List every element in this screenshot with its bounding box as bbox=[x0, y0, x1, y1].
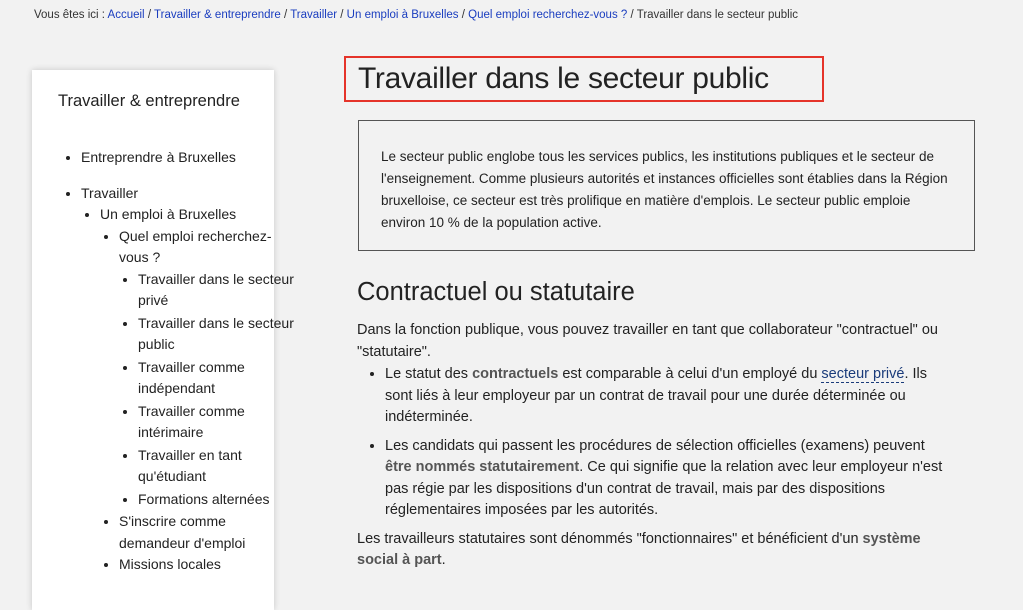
sidebar-item-formations[interactable] bbox=[138, 489, 296, 511]
sidebar-sublist bbox=[81, 204, 296, 576]
sidebar-sublist bbox=[100, 226, 296, 576]
breadcrumb-link-travailler-entreprendre[interactable]: Travailler & entreprendre bbox=[154, 9, 281, 21]
article-body bbox=[357, 320, 947, 572]
sidebar-item-label[interactable]: Travailler dans le secteur public bbox=[138, 314, 294, 352]
list-item-contractuel bbox=[385, 364, 947, 429]
text-fragment: . bbox=[441, 552, 446, 568]
sidebar-item-label[interactable]: Entreprendre à Bruxelles bbox=[81, 149, 236, 165]
sidebar-item-label[interactable]: Quel emploi recherchez-vous ? bbox=[119, 227, 272, 265]
text-fragment: Les candidats qui passent les procédures de sélection officielles (examens) peuvent bbox=[385, 437, 925, 454]
intro-box bbox=[358, 120, 975, 251]
text-fragment: . Ce qui signifie que la relation avec leur employeur n'est pas régie par les dispositions d'un contrat de travail, mais par des dispositions réglementaires imposées par les autorités. bbox=[385, 459, 943, 518]
bold-systeme-social: système social à part bbox=[357, 530, 921, 568]
breadcrumb-current: Travailler dans le secteur public bbox=[636, 9, 799, 21]
bold-nommes-statutairement: être nommés statutairement bbox=[385, 459, 580, 475]
breadcrumb-separator: / bbox=[284, 9, 288, 21]
sidebar-item-label[interactable]: S'inscrire comme demandeur d'emploi bbox=[119, 513, 246, 551]
breadcrumb-separator: / bbox=[461, 9, 465, 21]
sidebar-item-label[interactable]: Travailler comme indépendant bbox=[138, 358, 245, 396]
bold-contractuels: contractuels bbox=[472, 366, 559, 382]
text-fragment: . Ils sont liés à leur employeur par un contrat de travail pour une durée déterminée ou indéterminée. bbox=[385, 366, 927, 425]
section-title: Contractuel ou statutaire bbox=[357, 278, 635, 306]
sidebar-item-label[interactable]: Formations alternées bbox=[138, 490, 270, 507]
breadcrumb-link-accueil[interactable]: Accueil bbox=[107, 9, 145, 21]
sidebar-item-label[interactable]: Travailler comme intérimaire bbox=[138, 402, 245, 440]
sidebar bbox=[32, 70, 294, 610]
breadcrumb-link-travailler[interactable]: Travailler bbox=[290, 9, 338, 21]
page-title: Travailler dans le secteur public bbox=[358, 62, 769, 95]
intro-text: Le secteur public englobe tous les services publics, les institutions publiques et le secteur de l'enseignement. Comme plusieurs autorités et instances officielles sont établies dans la Région bruxelloise, ce secteur est très prolifique en matière d'emplois. Le secteur public emploie environ 10 % de la population active. bbox=[381, 149, 948, 230]
sidebar-item-quel-emploi bbox=[119, 226, 296, 511]
sidebar-sublist bbox=[119, 269, 296, 511]
paragraph-intro: Dans la fonction publique, vous pouvez travailler en tant que collaborateur "contractuel" ou "statutaire". bbox=[357, 322, 938, 360]
sidebar-item-missions[interactable] bbox=[119, 554, 296, 576]
sidebar-title: Travailler & entreprendre bbox=[58, 92, 240, 110]
breadcrumb-separator: / bbox=[147, 9, 152, 21]
breadcrumb bbox=[34, 9, 798, 21]
sidebar-item-secteur-public[interactable] bbox=[138, 313, 296, 356]
sidebar-nav bbox=[62, 147, 296, 576]
breadcrumb-link-emploi-bruxelles[interactable]: Un emploi à Bruxelles bbox=[346, 9, 459, 21]
sidebar-item-label[interactable]: Travailler en tant qu'étudiant bbox=[138, 446, 242, 484]
text-fragment: Les travailleurs statutaires sont dénommés "fonctionnaires" et bénéficient d'un bbox=[357, 530, 863, 547]
text-fragment: est comparable à celui d'un employé du bbox=[558, 366, 822, 382]
sidebar-item-secteur-prive[interactable] bbox=[138, 269, 296, 312]
text-fragment: Le statut des bbox=[385, 366, 473, 382]
sidebar-item-label[interactable]: Travailler bbox=[81, 184, 139, 201]
breadcrumb-separator: / bbox=[340, 9, 344, 21]
paragraph-fonctionnaires bbox=[357, 529, 947, 572]
breadcrumb-link-quel-emploi[interactable]: Quel emploi recherchez-vous ? bbox=[468, 9, 628, 21]
breadcrumb-separator: / bbox=[630, 9, 634, 21]
sidebar-item-label[interactable]: Travailler dans le secteur privé bbox=[138, 270, 294, 308]
status-list bbox=[357, 364, 947, 522]
sidebar-item-independant[interactable] bbox=[138, 357, 296, 400]
sidebar-item-inscrire[interactable] bbox=[119, 511, 296, 554]
sidebar-item-travailler bbox=[81, 183, 296, 576]
sidebar-item-entreprendre[interactable] bbox=[81, 147, 296, 169]
sidebar-item-interimaire[interactable] bbox=[138, 401, 296, 444]
link-secteur-prive[interactable]: secteur privé bbox=[821, 366, 905, 382]
sidebar-item-label[interactable]: Un emploi à Bruxelles bbox=[100, 206, 237, 222]
sidebar-item-etudiant[interactable] bbox=[138, 445, 296, 488]
sidebar-item-label[interactable]: Missions locales bbox=[119, 556, 221, 572]
page-title-highlight bbox=[344, 56, 824, 102]
breadcrumb-prefix: Vous êtes ici : bbox=[34, 9, 105, 21]
list-item-statutaire bbox=[385, 436, 947, 522]
sidebar-item-emploi-bruxelles bbox=[100, 204, 296, 576]
